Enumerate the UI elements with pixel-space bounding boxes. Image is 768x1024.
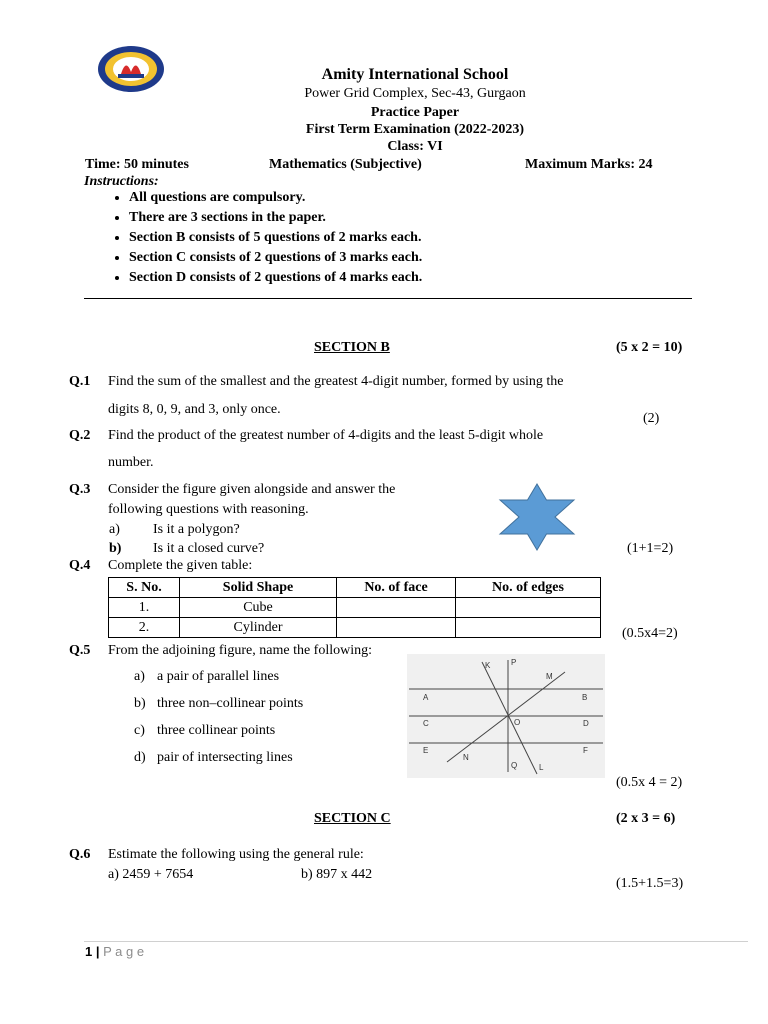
q5c-text: three collinear points [157,723,276,738]
q3b-label: b) [109,541,122,556]
point-label: A [423,693,429,702]
point-label: M [546,672,553,681]
point-label: K [485,661,491,670]
q4-text: Complete the given table: [108,558,253,573]
time-label: Time: 50 minutes [85,157,189,172]
table-cell [337,618,456,638]
instruction-item: • Section D consists of 2 questions of 4 marks each. [129,268,422,288]
q1-text-line1: Find the sum of the smallest and the greatest 4-digit number, formed by using the [108,374,564,389]
table-cell: 2. [109,618,180,638]
q6a-text: a) 2459 + 7654 [108,867,194,882]
section-c-marks: (2 x 3 = 6) [616,811,676,826]
instruction-item: • There are 3 sections in the paper. [129,208,422,228]
subject-label: Mathematics (Subjective) [269,157,422,172]
q5b-label: b) [134,696,146,711]
hexagram-star-figure [497,482,577,552]
q3-text-line1: Consider the figure given alongside and answer the [108,482,396,497]
section-c-title: SECTION C [314,811,391,826]
table-cell [337,598,456,618]
footer-divider [84,941,748,942]
q5a-text: a pair of parallel lines [157,669,280,684]
table-header: No. of face [337,578,456,598]
table-row [109,598,601,618]
point-label: E [423,746,429,755]
class-label: Class: VI [387,139,443,154]
table-header: S. No. [109,578,180,598]
q3-marks: (1+1=2) [627,541,674,556]
page-separator: | [95,944,100,959]
point-label: P [511,658,517,667]
school-address: Power Grid Complex, Sec-43, Gurgaon [304,86,526,101]
q6-text: Estimate the following using the general rule: [108,847,364,862]
q5d-label: d) [134,750,146,765]
divider [84,298,692,299]
q3b-text: Is it a closed curve? [153,541,265,556]
q6-marks: (1.5+1.5=3) [616,876,684,891]
q6b-text: b) 897 x 442 [301,867,373,882]
instruction-item: • All questions are compulsory. [129,188,422,208]
q5d-text: pair of intersecting lines [157,750,293,765]
point-label: L [539,763,544,772]
q3a-label: a) [109,522,120,537]
q3-number: Q.3 [69,482,91,497]
instruction-item: • Section B consists of 5 questions of 2 marks each. [129,228,422,248]
q2-text-line2: number. [108,455,154,470]
table-row [109,618,601,638]
paper-type: Practice Paper [370,105,460,120]
point-label: D [583,719,589,728]
max-marks-label: Maximum Marks: 24 [525,157,653,172]
point-label: B [582,693,588,702]
exam-title: First Term Examination (2022-2023) [305,122,525,137]
q1-q2-marks: (2) [643,411,660,426]
q5-text: From the adjoining figure, name the following: [108,643,373,658]
section-b-marks: (5 x 2 = 10) [616,340,683,355]
point-label: O [514,718,521,727]
table-header-row [109,578,601,598]
instructions-title: Instructions: [84,174,159,189]
point-label: Q [511,761,518,770]
page-word: P a g e [103,944,145,959]
q3a-text: Is it a polygon? [153,522,240,537]
q5a-label: a) [134,669,145,684]
solid-shapes-table [108,577,601,638]
q1-number: Q.1 [69,374,91,389]
q2-text-line1: Find the product of the greatest number of 4-digits and the least 5-digit whole [108,428,544,443]
q2-number: Q.2 [69,428,91,443]
lines-figure [407,654,605,778]
table-cell: Cylinder [180,618,337,638]
section-b-title: SECTION B [314,340,390,355]
table-cell [456,618,601,638]
q3-text-line2: following questions with reasoning. [108,502,309,517]
q6-number: Q.6 [69,847,91,862]
q4-marks: (0.5x4=2) [622,626,678,641]
q5-marks: (0.5x 4 = 2) [616,775,683,790]
instructions-list [105,188,422,288]
point-label: N [463,753,469,762]
q5c-label: c) [134,723,145,738]
table-header: No. of edges [456,578,601,598]
table-cell [456,598,601,618]
q1-text-line2: digits 8, 0, 9, and 3, only once. [108,402,281,417]
table-header: Solid Shape [180,578,337,598]
table-cell: Cube [180,598,337,618]
instruction-item: • Section C consists of 2 questions of 3 marks each. [129,248,422,268]
point-label: C [423,719,429,728]
page-footer [85,944,144,959]
page-number: 1 [85,944,93,959]
school-name: Amity International School [321,66,509,83]
point-label: F [583,746,588,755]
table-cell: 1. [109,598,180,618]
school-logo [96,44,166,94]
q4-number: Q.4 [69,558,91,573]
q5b-text: three non–collinear points [157,696,304,711]
q5-number: Q.5 [69,643,91,658]
